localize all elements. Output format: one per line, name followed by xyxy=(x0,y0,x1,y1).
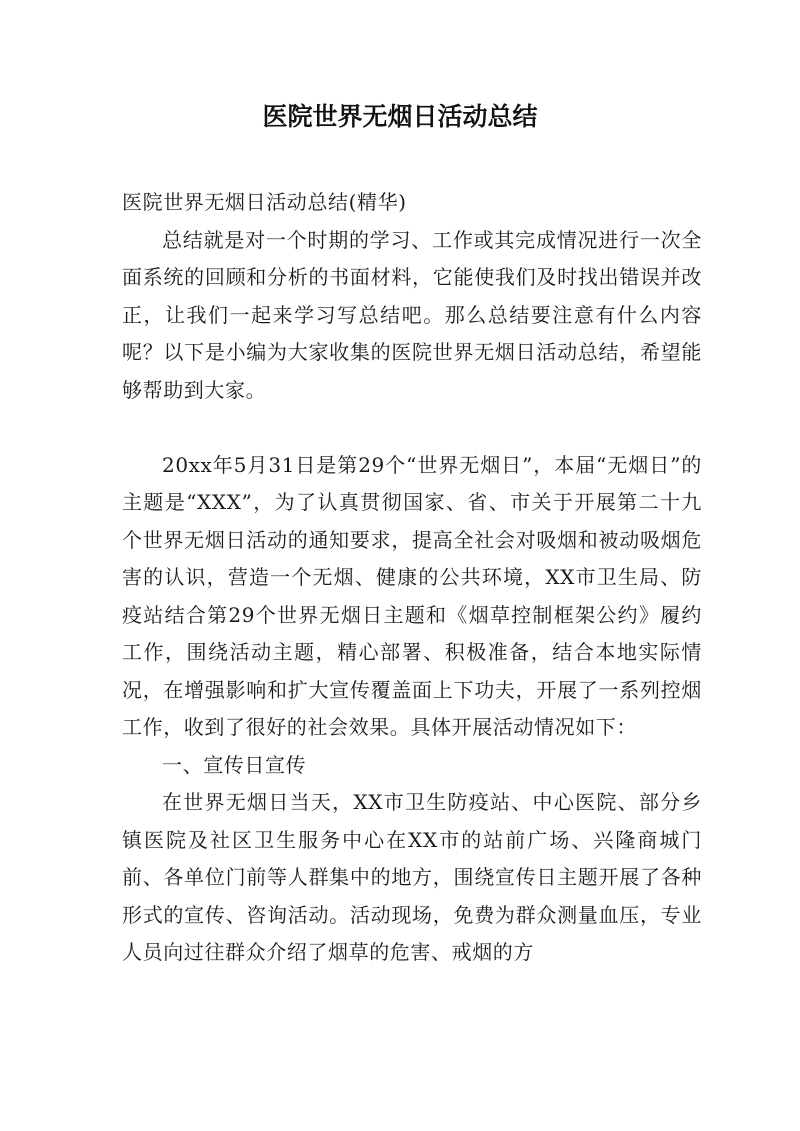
document-body xyxy=(122,184,702,972)
document-subtitle: 医院世界无烟日活动总结(精华) xyxy=(122,190,407,214)
document-title: 医院世界无烟日活动总结 xyxy=(262,102,538,131)
publicity-paragraph: 在世界无烟日当天，XX市卫生防疫站、中心医院、部分乡镇医院及社区卫生服务中心在XX市的站前广场、兴隆商城门前、各单位门前等人群集中的地方，围绕宣传日主题开展了各种形式的宣传、咨询活动。活动现场，免费为群众测量血压，专业人员向过往群众介绍了烟草的危害、戒烟的方 xyxy=(122,790,702,964)
intro-paragraph: 总结就是对一个时期的学习、工作或其完成情况进行一次全面系统的回顾和分析的书面材料，它能使我们及时找出错误并改正，让我们一起来学习写总结吧。那么总结要注意有什么内容呢？以下是小编为大家收集的医院世界无烟日活动总结，希望能够帮助到大家。 xyxy=(122,227,702,402)
background-paragraph: 20xx年5月31日是第29个“世界无烟日”，本届“无烟日”的主题是“XXX”，为了认真贯彻国家、省、市关于开展第二十九个世界无烟日活动的通知要求，提高全社会对吸烟和被动吸烟危害的认识，营造一个无烟、健康的公共环境，XX市卫生局、防疫站结合第29个世界无烟日主题和《烟草控制框架公约》履约工作，围绕活动主题，精心部署、积极准备，结合本地实际情况，在增强影响和扩大宣传覆盖面上下功夫，开展了一系列控烟工作，收到了很好的社会效果。具体开展活动情况如下： xyxy=(122,452,702,739)
section-heading: 一、宣传日宣传 xyxy=(162,752,307,777)
